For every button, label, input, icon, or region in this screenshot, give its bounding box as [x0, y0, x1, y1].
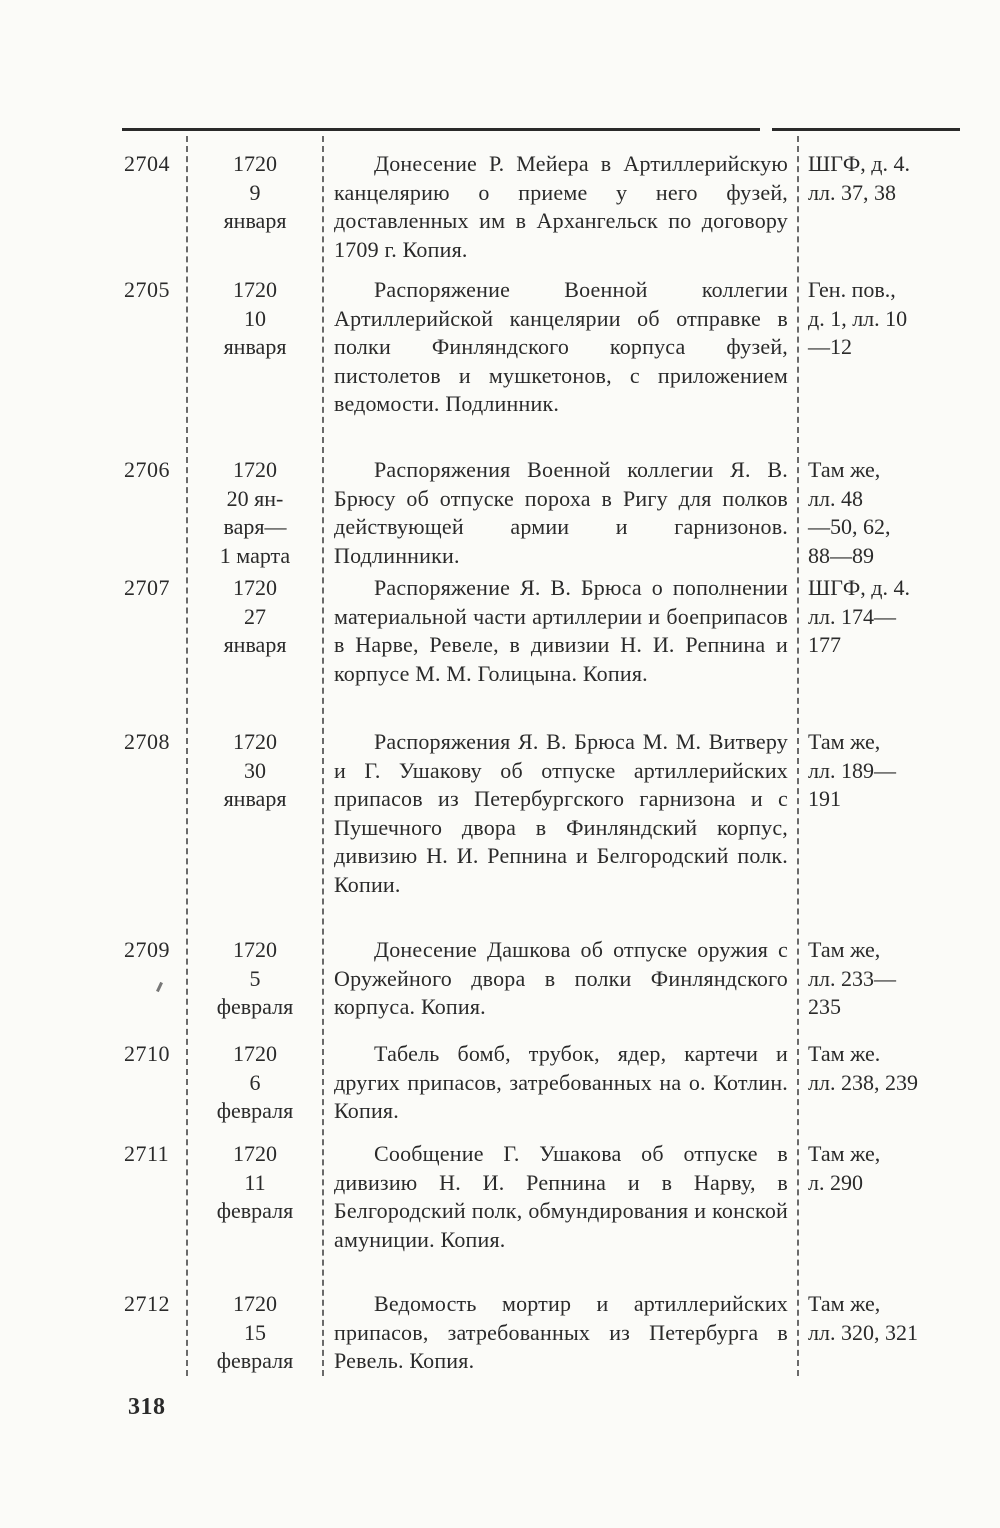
date-line: 1720 — [233, 1041, 277, 1066]
entry-date — [190, 936, 320, 1022]
reference-line: лл. 48 — [808, 485, 863, 511]
entry-number: 2708 — [124, 729, 170, 754]
reference-line: лл. 238, 239 — [808, 1069, 918, 1095]
top-rule-right — [772, 128, 960, 131]
date-line: 9 — [249, 179, 261, 205]
date-line: 1720 — [233, 1141, 277, 1166]
archive-reference — [808, 150, 958, 207]
entry-number: 2705 — [124, 277, 170, 302]
entry-number: 2709 — [124, 937, 170, 962]
entry-description: Распоряжение Военной коллегии Артиллерийской канцелярии об отправке в полки Финляндского корпуса фузей, пистолетов и мушкетонов, с приложением ведомости. Подлинник. — [334, 277, 788, 416]
date-line: 27 — [244, 603, 266, 629]
entry-date — [190, 456, 320, 570]
reference-line: Там же, — [808, 937, 881, 962]
archive-reference — [808, 936, 958, 1022]
date-line: января — [223, 632, 287, 657]
reference-line: Ген. пов., — [808, 277, 896, 302]
archive-reference — [808, 728, 958, 814]
archive-reference — [808, 574, 958, 660]
entry-description: Распоряжения Я. В. Брюса М. М. Витверу и Г. Ушакову об отпуске артиллерийских припасов из Петербургского гарнизона и с Пушечного двора в Финляндский корпус, дивизию Н. И. Репнина и Белгородский полк. Копии. — [334, 729, 788, 897]
reference-line: 88—89 — [808, 542, 874, 568]
date-line: февраля — [216, 1098, 294, 1123]
entry-description: Донесение Р. Мейера в Артиллерийскую канцелярию о приеме у него фузей, доставленных им в Архангельск по договору 1709 г. Копия. — [334, 151, 788, 262]
archive-reference — [808, 456, 958, 570]
page-number: 318 — [128, 1394, 166, 1420]
entry-date — [190, 1290, 320, 1376]
date-line: января — [223, 208, 287, 233]
entry-description: Сообщение Г. Ушакова об отпуске в дивизию Н. И. Репнина и в Нарву, в Белгородский полк, обмундирования и конской амуниции. Копия. — [334, 1141, 788, 1252]
date-line: 5 — [249, 965, 261, 991]
reference-line: Там же, — [808, 457, 881, 482]
reference-line: лл. 320, 321 — [808, 1319, 918, 1345]
date-line: февраля — [216, 1198, 294, 1223]
archive-reference — [808, 1040, 958, 1097]
ink-speck — [156, 982, 163, 992]
entry-date — [190, 728, 320, 814]
entry-date — [190, 1040, 320, 1126]
date-line: 30 — [244, 757, 266, 783]
date-line: 1720 — [233, 937, 277, 962]
column-divider — [322, 136, 324, 1376]
entry-description: Табель бомб, трубок, ядер, картечи и других припасов, затребованных на о. Котлин. Копия. — [334, 1041, 788, 1123]
reference-line: лл. 37, 38 — [808, 179, 896, 205]
entry-date — [190, 150, 320, 236]
date-line: 20 ян- — [226, 485, 284, 511]
date-line: 1720 — [233, 729, 277, 754]
date-line: 1720 — [233, 457, 277, 482]
date-line: 1720 — [233, 151, 277, 176]
entry-number: 2707 — [124, 575, 170, 600]
reference-line: д. 1, лл. 10 — [808, 305, 908, 331]
entry-description: Распоряжения Военной коллегии Я. В. Брюсу об отпуске пороха в Ригу для полков действующей армии и гарнизонов. Подлинники. — [334, 457, 788, 568]
archive-reference — [808, 276, 958, 362]
date-line: 1720 — [233, 1291, 277, 1316]
reference-line: ШГФ, д. 4. — [808, 575, 910, 600]
date-line: января — [223, 786, 287, 811]
date-line: февраля — [216, 994, 294, 1019]
reference-line: лл. 233— — [808, 965, 896, 991]
column-divider — [797, 136, 799, 1376]
entry-number: 2710 — [124, 1041, 170, 1066]
reference-line: ШГФ, д. 4. — [808, 151, 910, 176]
entry-date — [190, 574, 320, 660]
reference-line: лл. 189— — [808, 757, 896, 783]
reference-line: Там же, — [808, 729, 881, 754]
entry-date — [190, 1140, 320, 1226]
date-line: 11 — [244, 1169, 266, 1195]
reference-line: Там же. — [808, 1041, 881, 1066]
date-line: января — [223, 334, 287, 359]
date-line: 1720 — [233, 277, 277, 302]
reference-line: 191 — [808, 786, 841, 811]
date-line: февраля — [216, 1348, 294, 1373]
reference-line: л. 290 — [808, 1169, 863, 1195]
reference-line: Там же, — [808, 1141, 881, 1166]
column-divider — [186, 136, 188, 1376]
entry-number: 2712 — [124, 1291, 170, 1316]
date-line: варя— — [223, 514, 287, 539]
date-line: 1 марта — [219, 542, 291, 568]
entry-description: Ведомость мортир и артиллерийских припасов, затребованных из Петербурга в Ревель. Копия. — [334, 1291, 788, 1373]
date-line: 15 — [244, 1319, 266, 1345]
entry-number: 2704 — [124, 151, 170, 176]
reference-line: 177 — [808, 632, 841, 657]
reference-line: —50, 62, — [808, 514, 891, 539]
entry-description: Распоряжение Я. В. Брюса о пополнении материальной части артиллерии и боеприпасов в Нарве, Ревеле, в дивизии Н. И. Репнина и корпусе М. М. Голицына. Копия. — [334, 575, 788, 686]
date-line: 1720 — [233, 575, 277, 600]
entry-number: 2711 — [124, 1141, 170, 1166]
reference-line: лл. 174— — [808, 603, 896, 629]
date-line: 10 — [244, 305, 266, 331]
date-line: 6 — [249, 1069, 261, 1095]
entry-number: 2706 — [124, 457, 170, 482]
entry-date — [190, 276, 320, 362]
archive-reference — [808, 1290, 958, 1347]
entry-description: Донесение Дашкова об отпуске оружия с Оружейного двора в полки Финляндского корпуса. Копия. — [334, 937, 788, 1019]
reference-line: 235 — [808, 994, 841, 1019]
top-rule — [122, 128, 760, 131]
reference-line: Там же, — [808, 1291, 881, 1316]
reference-line: —12 — [808, 334, 852, 359]
archive-reference — [808, 1140, 958, 1197]
